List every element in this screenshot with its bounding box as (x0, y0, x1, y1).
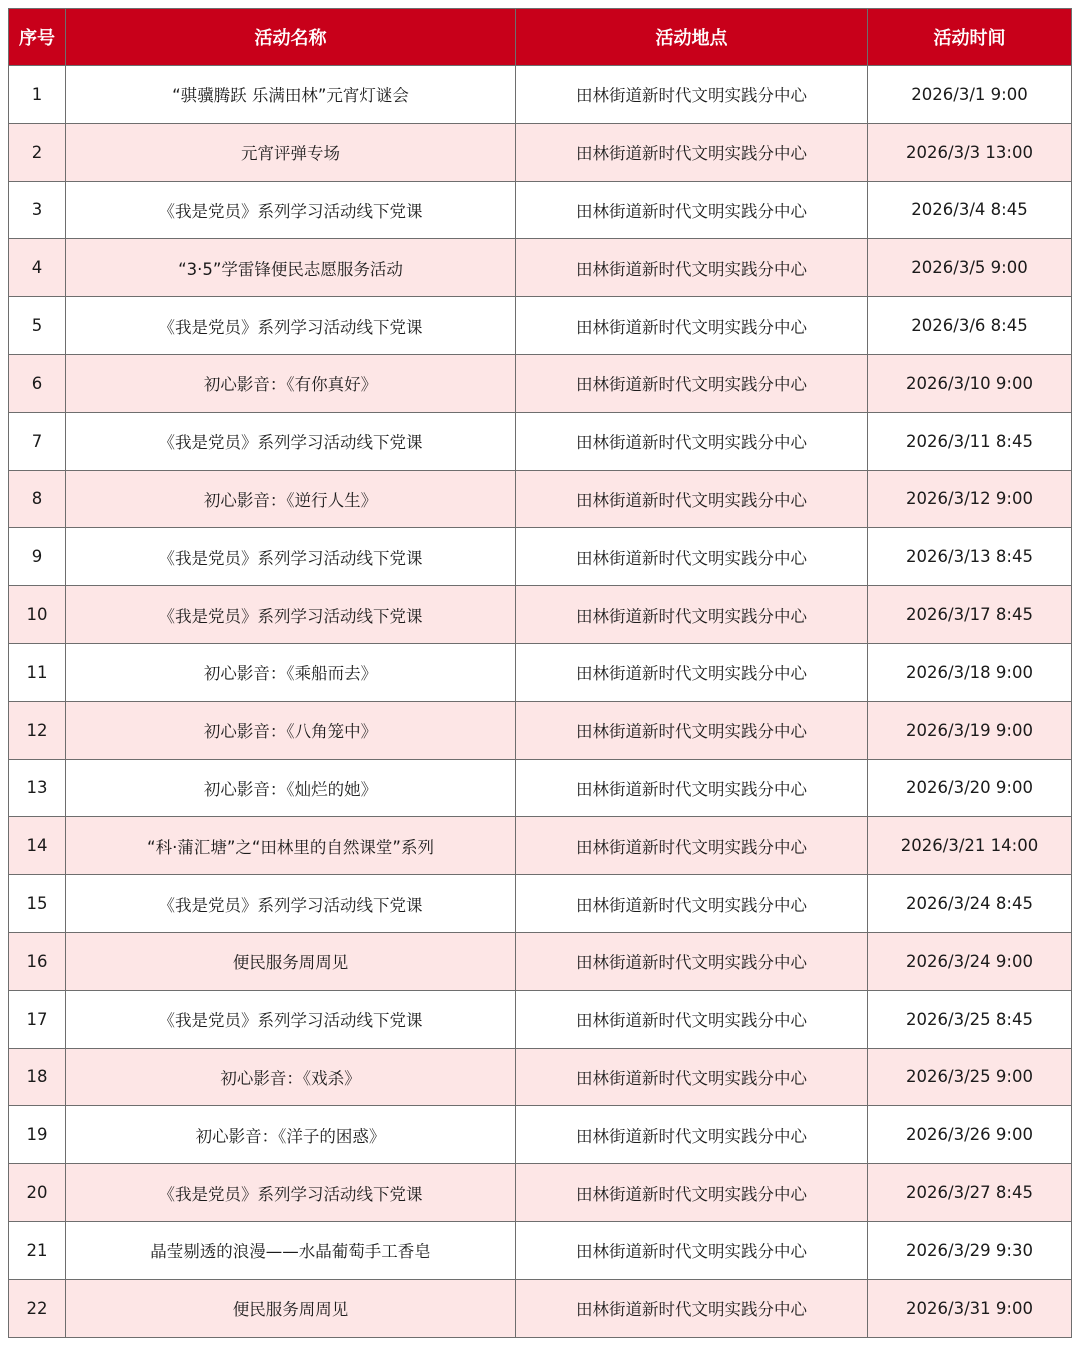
cell-activity-name: 便民服务周周见 (66, 932, 516, 990)
cell-no: 19 (9, 1106, 66, 1164)
cell-activity-name: 初心影音：《逆行人生》 (66, 470, 516, 528)
cell-activity-time: 2026/3/5 9:00 (868, 239, 1072, 297)
cell-activity-time: 2026/3/3 13:00 (868, 123, 1072, 181)
table-row (9, 354, 1072, 412)
cell-activity-time: 2026/3/24 9:00 (868, 932, 1072, 990)
table-row (9, 123, 1072, 181)
cell-activity-place: 田林街道新时代文明实践分中心 (516, 586, 868, 644)
cell-activity-name: 《我是党员》系列学习活动线下党课 (66, 990, 516, 1048)
cell-activity-place: 田林街道新时代文明实践分中心 (516, 701, 868, 759)
table-row (9, 817, 1072, 875)
cell-no: 4 (9, 239, 66, 297)
cell-activity-place: 田林街道新时代文明实践分中心 (516, 1048, 868, 1106)
cell-activity-place: 田林街道新时代文明实践分中心 (516, 1221, 868, 1279)
cell-activity-time: 2026/3/25 8:45 (868, 990, 1072, 1048)
cell-activity-time: 2026/3/10 9:00 (868, 354, 1072, 412)
table-row (9, 1164, 1072, 1222)
cell-activity-time: 2026/3/12 9:00 (868, 470, 1072, 528)
cell-no: 20 (9, 1164, 66, 1222)
cell-activity-name: “科·蒲汇塘”之“田林里的自然课堂”系列 (66, 817, 516, 875)
table-row (9, 412, 1072, 470)
cell-activity-name: 初心影音：《灿烂的她》 (66, 759, 516, 817)
cell-activity-time: 2026/3/4 8:45 (868, 181, 1072, 239)
cell-activity-name: “骐骥腾跃 乐满田林”元宵灯谜会 (66, 66, 516, 124)
cell-activity-time: 2026/3/29 9:30 (868, 1221, 1072, 1279)
cell-activity-place: 田林街道新时代文明实践分中心 (516, 354, 868, 412)
cell-activity-name: “3·5”学雷锋便民志愿服务活动 (66, 239, 516, 297)
cell-activity-name: 《我是党员》系列学习活动线下党课 (66, 412, 516, 470)
cell-activity-time: 2026/3/25 9:00 (868, 1048, 1072, 1106)
cell-no: 13 (9, 759, 66, 817)
cell-activity-place: 田林街道新时代文明实践分中心 (516, 932, 868, 990)
cell-activity-place: 田林街道新时代文明实践分中心 (516, 297, 868, 355)
cell-activity-place: 田林街道新时代文明实践分中心 (516, 66, 868, 124)
cell-activity-place: 田林街道新时代文明实践分中心 (516, 528, 868, 586)
table-row (9, 1279, 1072, 1337)
cell-no: 21 (9, 1221, 66, 1279)
cell-activity-time: 2026/3/21 14:00 (868, 817, 1072, 875)
table-row (9, 1106, 1072, 1164)
cell-activity-name: 晶莹剔透的浪漫——水晶葡萄手工香皂 (66, 1221, 516, 1279)
cell-activity-time: 2026/3/11 8:45 (868, 412, 1072, 470)
column-header-name: 活动名称 (66, 9, 516, 66)
cell-activity-name: 《我是党员》系列学习活动线下党课 (66, 528, 516, 586)
table-row (9, 470, 1072, 528)
cell-activity-name: 便民服务周周见 (66, 1279, 516, 1337)
cell-activity-name: 《我是党员》系列学习活动线下党课 (66, 875, 516, 933)
column-header-place: 活动地点 (516, 9, 868, 66)
table-row (9, 759, 1072, 817)
cell-activity-name: 《我是党员》系列学习活动线下党课 (66, 586, 516, 644)
cell-activity-time: 2026/3/1 9:00 (868, 66, 1072, 124)
table-row (9, 643, 1072, 701)
cell-no: 16 (9, 932, 66, 990)
cell-activity-place: 田林街道新时代文明实践分中心 (516, 817, 868, 875)
cell-no: 12 (9, 701, 66, 759)
table-row (9, 990, 1072, 1048)
table-row (9, 701, 1072, 759)
cell-activity-time: 2026/3/6 8:45 (868, 297, 1072, 355)
cell-activity-name: 《我是党员》系列学习活动线下党课 (66, 181, 516, 239)
column-header-time: 活动时间 (868, 9, 1072, 66)
table-row (9, 181, 1072, 239)
cell-activity-time: 2026/3/27 8:45 (868, 1164, 1072, 1222)
cell-no: 2 (9, 123, 66, 181)
cell-activity-time: 2026/3/18 9:00 (868, 643, 1072, 701)
cell-activity-time: 2026/3/31 9:00 (868, 1279, 1072, 1337)
cell-activity-name: 《我是党员》系列学习活动线下党课 (66, 1164, 516, 1222)
cell-activity-place: 田林街道新时代文明实践分中心 (516, 123, 868, 181)
cell-no: 9 (9, 528, 66, 586)
cell-no: 14 (9, 817, 66, 875)
cell-activity-time: 2026/3/24 8:45 (868, 875, 1072, 933)
cell-activity-name: 元宵评弹专场 (66, 123, 516, 181)
table-row (9, 932, 1072, 990)
cell-activity-place: 田林街道新时代文明实践分中心 (516, 239, 868, 297)
cell-activity-name: 初心影音：《八角笼中》 (66, 701, 516, 759)
table-row (9, 66, 1072, 124)
cell-activity-name: 初心影音：《洋子的困惑》 (66, 1106, 516, 1164)
cell-no: 15 (9, 875, 66, 933)
cell-no: 1 (9, 66, 66, 124)
cell-activity-place: 田林街道新时代文明实践分中心 (516, 643, 868, 701)
cell-activity-time: 2026/3/20 9:00 (868, 759, 1072, 817)
table-row (9, 239, 1072, 297)
cell-activity-place: 田林街道新时代文明实践分中心 (516, 1164, 868, 1222)
cell-activity-time: 2026/3/17 8:45 (868, 586, 1072, 644)
cell-no: 3 (9, 181, 66, 239)
cell-no: 10 (9, 586, 66, 644)
cell-activity-time: 2026/3/13 8:45 (868, 528, 1072, 586)
table-row (9, 1048, 1072, 1106)
cell-no: 18 (9, 1048, 66, 1106)
cell-no: 17 (9, 990, 66, 1048)
cell-no: 5 (9, 297, 66, 355)
cell-activity-name: 初心影音：《有你真好》 (66, 354, 516, 412)
cell-activity-place: 田林街道新时代文明实践分中心 (516, 1106, 868, 1164)
cell-activity-place: 田林街道新时代文明实践分中心 (516, 875, 868, 933)
table-header-row (9, 9, 1072, 66)
cell-activity-place: 田林街道新时代文明实践分中心 (516, 470, 868, 528)
table-body (9, 66, 1072, 1338)
cell-no: 6 (9, 354, 66, 412)
table-row (9, 1221, 1072, 1279)
cell-activity-name: 《我是党员》系列学习活动线下党课 (66, 297, 516, 355)
cell-activity-name: 初心影音：《乘船而去》 (66, 643, 516, 701)
table-row (9, 297, 1072, 355)
table-row (9, 528, 1072, 586)
cell-no: 7 (9, 412, 66, 470)
table-row (9, 875, 1072, 933)
activity-schedule-sheet (8, 8, 1071, 1338)
cell-no: 8 (9, 470, 66, 528)
cell-activity-place: 田林街道新时代文明实践分中心 (516, 759, 868, 817)
cell-activity-time: 2026/3/26 9:00 (868, 1106, 1072, 1164)
cell-activity-place: 田林街道新时代文明实践分中心 (516, 990, 868, 1048)
cell-no: 22 (9, 1279, 66, 1337)
activity-schedule-table (8, 8, 1072, 1338)
table-row (9, 586, 1072, 644)
cell-no: 11 (9, 643, 66, 701)
column-header-no: 序号 (9, 9, 66, 66)
cell-activity-place: 田林街道新时代文明实践分中心 (516, 1279, 868, 1337)
cell-activity-place: 田林街道新时代文明实践分中心 (516, 181, 868, 239)
cell-activity-name: 初心影音：《戏杀》 (66, 1048, 516, 1106)
cell-activity-place: 田林街道新时代文明实践分中心 (516, 412, 868, 470)
cell-activity-time: 2026/3/19 9:00 (868, 701, 1072, 759)
